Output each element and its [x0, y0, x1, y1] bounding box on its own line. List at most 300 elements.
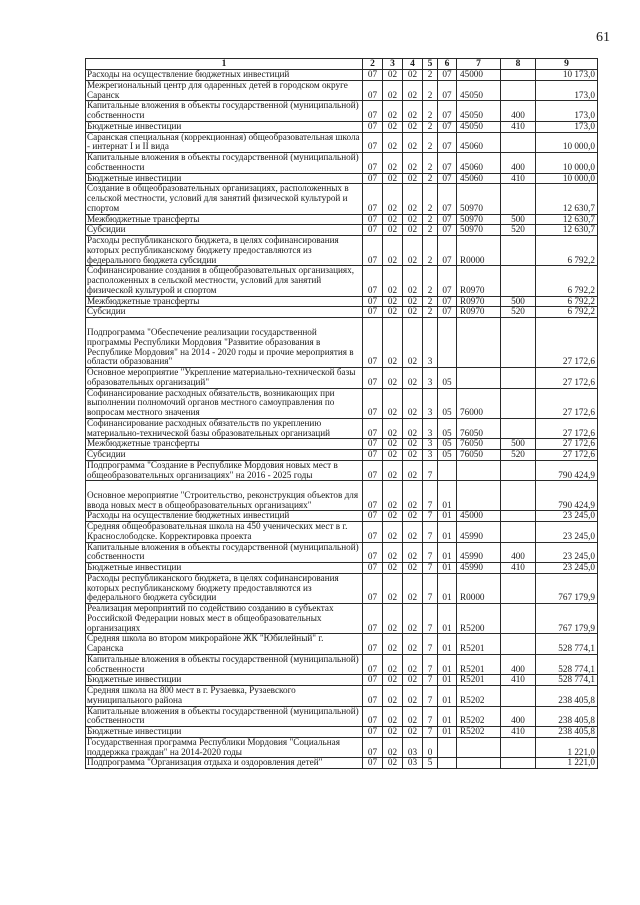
item-name-cell: Межрегиональный центр для одаренных детей в городском округе Саранск — [86, 80, 363, 101]
code-subprogram-cell: 7 — [423, 604, 438, 634]
code-section-cell: 07 — [363, 522, 383, 543]
code-expense-kind-cell — [501, 604, 536, 634]
code-subprogram-cell: 3 — [423, 418, 438, 439]
amount-cell: 1 221,0 — [536, 758, 598, 769]
code-subprogram-cell: 3 — [423, 450, 438, 461]
item-name-cell: Софинансирование создания в общеобразовательных организациях, расположенных в сельской местности, условий для занятий физической культурой и спортом — [86, 266, 363, 296]
amount-cell: 528 774,1 — [536, 675, 598, 686]
code-section-cell: 07 — [363, 266, 383, 296]
item-name-cell: Софинансирование расходных обязательств, возникающих при выполнении полномочий органов местного самоуправления по вопросам местного значения — [86, 388, 363, 418]
code-section-cell: 07 — [363, 121, 383, 132]
code-subprogram-cell: 7 — [423, 573, 438, 603]
amount-cell: 27 172,6 — [536, 439, 598, 450]
code-activity-cell: 01 — [438, 563, 457, 574]
code-section-cell: 07 — [363, 460, 383, 481]
code-activity-cell — [438, 460, 457, 481]
code-subsection-cell: 02 — [383, 418, 403, 439]
code-expense-kind-cell — [501, 418, 536, 439]
header-cell: 9 — [536, 59, 598, 70]
amount-cell: 10 000,0 — [536, 153, 598, 174]
amount-cell: 790 424,9 — [536, 460, 598, 481]
code-target-cell: R5202 — [457, 686, 501, 707]
item-name-cell: Средняя школа на 800 мест в г. Рузаевка, Рузаевского муниципального района — [86, 686, 363, 707]
code-activity-cell: 07 — [438, 214, 457, 225]
code-subprogram-cell: 2 — [423, 70, 438, 81]
table-row — [86, 132, 598, 153]
code-subsection-cell: 02 — [383, 173, 403, 184]
code-subsection-cell: 02 — [383, 388, 403, 418]
code-program-cell: 02 — [403, 634, 423, 655]
code-subsection-cell: 02 — [383, 121, 403, 132]
code-expense-kind-cell — [501, 266, 536, 296]
amount-cell: 238 405,8 — [536, 686, 598, 707]
code-subprogram-cell: 2 — [423, 225, 438, 236]
code-target-cell: 45060 — [457, 153, 501, 174]
code-program-cell: 02 — [403, 460, 423, 481]
code-target-cell: 50970 — [457, 225, 501, 236]
code-section-cell: 07 — [363, 604, 383, 634]
code-program-cell: 02 — [403, 101, 423, 122]
code-expense-kind-cell — [501, 634, 536, 655]
amount-cell: 1 221,0 — [536, 737, 598, 758]
code-target-cell: R5201 — [457, 675, 501, 686]
item-name-cell: Субсидии — [86, 450, 363, 461]
header-cell: 8 — [501, 59, 536, 70]
code-subprogram-cell: 3 — [423, 318, 438, 368]
code-subsection-cell: 02 — [383, 184, 403, 214]
code-activity-cell: 01 — [438, 481, 457, 511]
item-name-cell: Софинансирование расходных обязательств по укреплению материально-технической базы образовательных организаций — [86, 418, 363, 439]
code-subsection-cell: 02 — [383, 132, 403, 153]
code-section-cell: 07 — [363, 675, 383, 686]
item-name-cell: Капитальные вложения в объекты государственной (муниципальной) собственности — [86, 153, 363, 174]
code-activity-cell: 07 — [438, 307, 457, 318]
item-name-cell: Средняя школа во втором микрорайоне ЖК "Юбилейный" г. Саранска — [86, 634, 363, 655]
table-row — [86, 563, 598, 574]
code-target-cell: R5200 — [457, 604, 501, 634]
table-row — [86, 121, 598, 132]
code-subprogram-cell: 0 — [423, 737, 438, 758]
table-row — [86, 706, 598, 727]
page-number: 61 — [596, 30, 610, 45]
table-row — [86, 727, 598, 738]
table-row — [86, 511, 598, 522]
code-program-cell: 02 — [403, 450, 423, 461]
code-subsection-cell: 02 — [383, 460, 403, 481]
code-expense-kind-cell — [501, 573, 536, 603]
code-section-cell: 07 — [363, 686, 383, 707]
code-expense-kind-cell: 410 — [501, 121, 536, 132]
item-name-cell: Подпрограмма "Создание в Республике Мордовия новых мест в общеобразовательных организациях" на 2016 - 2025 годы — [86, 460, 363, 481]
amount-cell: 173,0 — [536, 80, 598, 101]
code-expense-kind-cell: 520 — [501, 450, 536, 461]
code-activity-cell: 05 — [438, 388, 457, 418]
amount-cell: 23 245,0 — [536, 563, 598, 574]
code-subprogram-cell: 7 — [423, 522, 438, 543]
code-activity-cell: 05 — [438, 418, 457, 439]
item-name-cell: Бюджетные инвестиции — [86, 727, 363, 738]
code-activity-cell: 01 — [438, 573, 457, 603]
code-subsection-cell: 02 — [383, 318, 403, 368]
header-cell: 2 — [363, 59, 383, 70]
amount-cell: 10 000,0 — [536, 132, 598, 153]
item-name-cell: Средняя общеобразовательная школа на 450 ученических мест в г. Краснослободске. Корректировка проекта — [86, 522, 363, 543]
code-subsection-cell: 02 — [383, 522, 403, 543]
item-name-cell: Бюджетные инвестиции — [86, 173, 363, 184]
code-expense-kind-cell — [501, 70, 536, 81]
amount-cell: 27 172,6 — [536, 450, 598, 461]
header-row — [86, 59, 598, 70]
amount-cell: 238 405,8 — [536, 706, 598, 727]
code-target-cell: 45000 — [457, 70, 501, 81]
code-activity-cell: 01 — [438, 634, 457, 655]
amount-cell: 173,0 — [536, 121, 598, 132]
header-cell: 5 — [423, 59, 438, 70]
code-section-cell: 07 — [363, 563, 383, 574]
code-target-cell: 45050 — [457, 80, 501, 101]
item-name-cell: Субсидии — [86, 307, 363, 318]
code-activity-cell: 01 — [438, 654, 457, 675]
code-target-cell: 45050 — [457, 101, 501, 122]
header-cell: 7 — [457, 59, 501, 70]
amount-cell: 6 792,2 — [536, 236, 598, 266]
table-body — [86, 70, 598, 769]
item-name-cell: Капитальные вложения в объекты государственной (муниципальной) собственности — [86, 542, 363, 563]
code-target-cell: R0970 — [457, 307, 501, 318]
code-program-cell: 02 — [403, 80, 423, 101]
code-section-cell: 07 — [363, 236, 383, 266]
item-name-cell: Межбюджетные трансферты — [86, 439, 363, 450]
code-section-cell: 07 — [363, 654, 383, 675]
code-program-cell: 02 — [403, 654, 423, 675]
table-row — [86, 418, 598, 439]
table-row — [86, 450, 598, 461]
code-activity-cell: 07 — [438, 101, 457, 122]
code-expense-kind-cell: 520 — [501, 225, 536, 236]
code-subsection-cell: 02 — [383, 80, 403, 101]
code-activity-cell: 07 — [438, 132, 457, 153]
code-subprogram-cell: 7 — [423, 511, 438, 522]
code-activity-cell: 07 — [438, 153, 457, 174]
code-section-cell: 07 — [363, 511, 383, 522]
code-section-cell: 07 — [363, 388, 383, 418]
code-section-cell: 07 — [363, 101, 383, 122]
code-subsection-cell: 02 — [383, 634, 403, 655]
code-subprogram-cell: 2 — [423, 266, 438, 296]
code-expense-kind-cell: 500 — [501, 439, 536, 450]
item-name-cell: Расходы на осуществление бюджетных инвестиций — [86, 70, 363, 81]
code-program-cell: 03 — [403, 737, 423, 758]
item-name-cell: Подпрограмма "Организация отдыха и оздоровления детей" — [86, 758, 363, 769]
code-program-cell: 02 — [403, 686, 423, 707]
item-name-cell: Саранская специальная (коррекционная) общеобразовательная школа - интернат I и II вида — [86, 132, 363, 153]
code-target-cell: 76050 — [457, 450, 501, 461]
code-target-cell: 45990 — [457, 522, 501, 543]
code-activity-cell: 07 — [438, 70, 457, 81]
code-subsection-cell: 02 — [383, 101, 403, 122]
item-name-cell: Создание в общеобразовательных организациях, расположенных в сельской местности, условий для занятий физической культурой и спортом — [86, 184, 363, 214]
item-name-cell: Расходы республиканского бюджета, в целях софинансирования которых республиканскому бюджету предоставляются из федерального бюджета субсидии — [86, 236, 363, 266]
code-subprogram-cell: 2 — [423, 296, 438, 307]
amount-cell: 767 179,9 — [536, 604, 598, 634]
code-subprogram-cell: 2 — [423, 307, 438, 318]
item-name-cell: Расходы республиканского бюджета, в целях софинансирования которых республиканскому бюджету предоставляются из федерального бюджета субсидии — [86, 573, 363, 603]
table-row — [86, 153, 598, 174]
item-name-cell: Бюджетные инвестиции — [86, 121, 363, 132]
amount-cell: 27 172,6 — [536, 368, 598, 389]
table-row — [86, 214, 598, 225]
code-target-cell: 50970 — [457, 184, 501, 214]
code-program-cell: 02 — [403, 236, 423, 266]
code-target-cell: R0970 — [457, 266, 501, 296]
header-cell: 3 — [383, 59, 403, 70]
code-subprogram-cell: 7 — [423, 634, 438, 655]
code-activity-cell: 01 — [438, 727, 457, 738]
item-name-cell: Подпрограмма "Обеспечение реализации государственной программы Республики Мордовия "Развитие образования в Республике Мордовия" на 2014 - 2020 годы и прочие мероприятия в области образования" — [86, 318, 363, 368]
code-section-cell: 07 — [363, 737, 383, 758]
code-expense-kind-cell — [501, 758, 536, 769]
item-name-cell: Государственная программа Республики Мордовия "Социальная поддержка граждан" на 2014-2020 годы — [86, 737, 363, 758]
code-program-cell: 02 — [403, 225, 423, 236]
code-target-cell: 45990 — [457, 563, 501, 574]
code-expense-kind-cell — [501, 368, 536, 389]
code-subsection-cell: 02 — [383, 296, 403, 307]
code-program-cell: 02 — [403, 511, 423, 522]
amount-cell: 12 630,7 — [536, 214, 598, 225]
amount-cell: 6 792,2 — [536, 296, 598, 307]
code-target-cell: R5202 — [457, 706, 501, 727]
table-row — [86, 318, 598, 368]
item-name-cell: Субсидии — [86, 225, 363, 236]
table-row — [86, 236, 598, 266]
table-row — [86, 173, 598, 184]
code-expense-kind-cell: 400 — [501, 654, 536, 675]
amount-cell: 23 245,0 — [536, 522, 598, 543]
code-program-cell: 02 — [403, 121, 423, 132]
code-activity-cell: 07 — [438, 225, 457, 236]
code-subsection-cell: 02 — [383, 706, 403, 727]
code-section-cell: 07 — [363, 153, 383, 174]
code-subprogram-cell: 7 — [423, 654, 438, 675]
code-program-cell: 02 — [403, 153, 423, 174]
code-expense-kind-cell — [501, 318, 536, 368]
code-subprogram-cell: 2 — [423, 214, 438, 225]
code-subprogram-cell: 3 — [423, 388, 438, 418]
code-subprogram-cell: 7 — [423, 675, 438, 686]
code-expense-kind-cell: 500 — [501, 296, 536, 307]
code-program-cell: 02 — [403, 266, 423, 296]
code-subprogram-cell: 2 — [423, 153, 438, 174]
amount-cell: 6 792,2 — [536, 266, 598, 296]
code-program-cell: 02 — [403, 418, 423, 439]
code-expense-kind-cell — [501, 184, 536, 214]
code-activity-cell: 01 — [438, 522, 457, 543]
table-row — [86, 675, 598, 686]
code-subprogram-cell: 2 — [423, 236, 438, 266]
code-subsection-cell: 02 — [383, 481, 403, 511]
code-program-cell: 02 — [403, 727, 423, 738]
table-row — [86, 758, 598, 769]
code-subsection-cell: 02 — [383, 368, 403, 389]
code-subprogram-cell: 7 — [423, 727, 438, 738]
code-expense-kind-cell: 500 — [501, 214, 536, 225]
code-target-cell: 45060 — [457, 173, 501, 184]
table-row — [86, 439, 598, 450]
code-section-cell: 07 — [363, 214, 383, 225]
code-expense-kind-cell: 410 — [501, 173, 536, 184]
code-subsection-cell: 02 — [383, 573, 403, 603]
code-target-cell — [457, 318, 501, 368]
code-activity-cell — [438, 758, 457, 769]
code-subprogram-cell: 2 — [423, 184, 438, 214]
table-row — [86, 266, 598, 296]
code-section-cell: 07 — [363, 225, 383, 236]
code-subsection-cell: 02 — [383, 654, 403, 675]
code-target-cell: 76050 — [457, 418, 501, 439]
code-subsection-cell: 02 — [383, 542, 403, 563]
code-program-cell: 02 — [403, 604, 423, 634]
code-expense-kind-cell — [501, 481, 536, 511]
code-activity-cell — [438, 318, 457, 368]
amount-cell: 27 172,6 — [536, 388, 598, 418]
code-subprogram-cell: 3 — [423, 368, 438, 389]
header-cell: 6 — [438, 59, 457, 70]
code-expense-kind-cell: 410 — [501, 727, 536, 738]
code-expense-kind-cell — [501, 132, 536, 153]
code-activity-cell: 01 — [438, 706, 457, 727]
amount-cell: 528 774,1 — [536, 634, 598, 655]
code-section-cell: 07 — [363, 318, 383, 368]
code-activity-cell: 07 — [438, 80, 457, 101]
code-target-cell: 76000 — [457, 388, 501, 418]
code-activity-cell: 07 — [438, 296, 457, 307]
item-name-cell: Межбюджетные трансферты — [86, 214, 363, 225]
code-program-cell: 02 — [403, 368, 423, 389]
table-row — [86, 522, 598, 543]
amount-cell: 12 630,7 — [536, 225, 598, 236]
code-section-cell: 07 — [363, 173, 383, 184]
code-section-cell: 07 — [363, 634, 383, 655]
code-subsection-cell: 02 — [383, 214, 403, 225]
code-expense-kind-cell: 410 — [501, 563, 536, 574]
code-section-cell: 07 — [363, 706, 383, 727]
code-section-cell: 07 — [363, 573, 383, 603]
item-name-cell: Реализация мероприятий по содействию созданию в субъектах Российской Федерации новых мест в общеобразовательных организациях — [86, 604, 363, 634]
code-subprogram-cell: 2 — [423, 101, 438, 122]
code-activity-cell: 01 — [438, 686, 457, 707]
item-name-cell: Капитальные вложения в объекты государственной (муниципальной) собственности — [86, 706, 363, 727]
table-row — [86, 184, 598, 214]
code-program-cell: 02 — [403, 481, 423, 511]
code-subprogram-cell: 7 — [423, 686, 438, 707]
amount-cell: 790 424,9 — [536, 481, 598, 511]
code-target-cell — [457, 737, 501, 758]
code-subprogram-cell: 7 — [423, 481, 438, 511]
table-row — [86, 307, 598, 318]
code-section-cell: 07 — [363, 727, 383, 738]
code-activity-cell: 07 — [438, 184, 457, 214]
code-section-cell: 07 — [363, 184, 383, 214]
code-program-cell: 02 — [403, 70, 423, 81]
code-subsection-cell: 02 — [383, 675, 403, 686]
code-subsection-cell: 02 — [383, 737, 403, 758]
code-subprogram-cell: 2 — [423, 173, 438, 184]
code-target-cell — [457, 481, 501, 511]
table-row — [86, 388, 598, 418]
code-subprogram-cell: 3 — [423, 439, 438, 450]
code-subprogram-cell: 7 — [423, 563, 438, 574]
code-program-cell: 02 — [403, 184, 423, 214]
code-target-cell: 50970 — [457, 214, 501, 225]
table-row — [86, 296, 598, 307]
amount-cell: 23 245,0 — [536, 542, 598, 563]
code-section-cell: 07 — [363, 368, 383, 389]
amount-cell: 6 792,2 — [536, 307, 598, 318]
item-name-cell: Основное мероприятие "Строительство, реконструкция объектов для ввода новых мест в общеобразовательных организациях" — [86, 481, 363, 511]
code-program-cell: 02 — [403, 132, 423, 153]
item-name-cell: Расходы на осуществление бюджетных инвестиций — [86, 511, 363, 522]
code-target-cell: 45000 — [457, 511, 501, 522]
table-row — [86, 573, 598, 603]
code-program-cell: 02 — [403, 296, 423, 307]
code-expense-kind-cell — [501, 737, 536, 758]
code-program-cell: 02 — [403, 307, 423, 318]
code-subsection-cell: 02 — [383, 307, 403, 318]
table-row — [86, 101, 598, 122]
amount-cell: 767 179,9 — [536, 573, 598, 603]
code-expense-kind-cell — [501, 388, 536, 418]
code-expense-kind-cell: 400 — [501, 706, 536, 727]
code-program-cell: 02 — [403, 573, 423, 603]
code-target-cell: 45050 — [457, 121, 501, 132]
table-row — [86, 368, 598, 389]
amount-cell: 238 405,8 — [536, 727, 598, 738]
code-program-cell: 02 — [403, 563, 423, 574]
code-subsection-cell: 02 — [383, 758, 403, 769]
table-row — [86, 80, 598, 101]
code-program-cell: 02 — [403, 675, 423, 686]
code-subsection-cell: 02 — [383, 563, 403, 574]
code-subprogram-cell: 2 — [423, 132, 438, 153]
code-target-cell: R5201 — [457, 634, 501, 655]
code-program-cell: 02 — [403, 318, 423, 368]
code-subsection-cell: 02 — [383, 686, 403, 707]
code-activity-cell: 05 — [438, 450, 457, 461]
code-section-cell: 07 — [363, 418, 383, 439]
code-subsection-cell: 02 — [383, 450, 403, 461]
code-section-cell: 07 — [363, 758, 383, 769]
code-subsection-cell: 02 — [383, 727, 403, 738]
table-row — [86, 737, 598, 758]
amount-cell: 27 172,6 — [536, 418, 598, 439]
code-target-cell: 45060 — [457, 132, 501, 153]
table-row — [86, 654, 598, 675]
code-expense-kind-cell — [501, 460, 536, 481]
code-target-cell: 45990 — [457, 542, 501, 563]
code-expense-kind-cell: 400 — [501, 101, 536, 122]
item-name-cell: Межбюджетные трансферты — [86, 296, 363, 307]
code-expense-kind-cell: 410 — [501, 675, 536, 686]
code-program-cell: 02 — [403, 706, 423, 727]
code-program-cell: 03 — [403, 758, 423, 769]
code-section-cell: 07 — [363, 439, 383, 450]
item-name-cell: Бюджетные инвестиции — [86, 563, 363, 574]
code-target-cell — [457, 368, 501, 389]
code-expense-kind-cell — [501, 686, 536, 707]
code-subsection-cell: 02 — [383, 511, 403, 522]
amount-cell: 23 245,0 — [536, 511, 598, 522]
code-expense-kind-cell: 400 — [501, 542, 536, 563]
